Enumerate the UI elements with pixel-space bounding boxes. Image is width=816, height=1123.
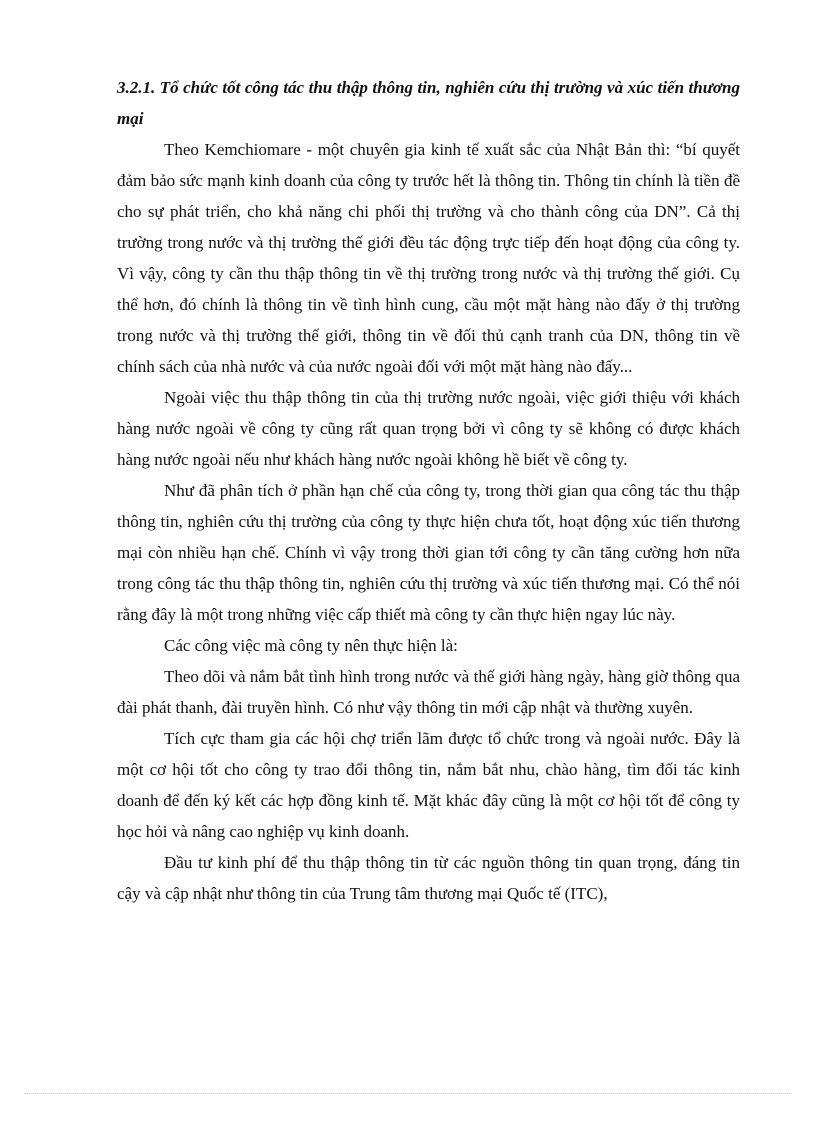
section-heading: 3.2.1. Tổ chức tốt công tác thu thập thông tin, nghiên cứu thị trường và xúc tiến thương mại [117, 78, 740, 128]
paragraph-intro-quote: Theo Kemchiomare - một chuyên gia kinh tế xuất sắc của Nhật Bản thì: “bí quyết đảm bảo sức mạnh kinh doanh của công ty trước hết là thông tin. Thông tin chính là tiền đề cho sự phát triển, cho khả năng chi phối thị trường và cho thành công của DN”. Cả thị trường trong nước và thị trường thế giới đều tác động trực tiếp đến hoạt động của công ty. Vì vậy, công ty cần thu thập thông tin về thị trường trong nước và thị trường thế giới. Cụ thể hơn, đó chính là thông tin về tình hình cung, cầu một mặt hàng nào đấy ở thị trường trong nước và thị trường thế giới, thông tin về đối thủ cạnh tranh của DN, thông tin về chính sách của nhà nước và của nước ngoài đối với một mặt hàng nào đấy... [117, 140, 740, 376]
paragraph-trade-fairs: Tích cực tham gia các hội chợ triển lãm được tổ chức trong và ngoài nước. Đây là một cơ hội tốt cho công ty trao đổi thông tin, nắm bắt nhu, chào hàng, tìm đối tác kinh doanh để đến ký kết các hợp đồng kinh tế. Mặt khác đây cũng là một cơ hội tốt để công ty học hỏi và nâng cao nghiệp vụ kinh doanh. [117, 729, 740, 841]
paragraph-monitor-news: Theo dõi và nắm bắt tình hình trong nước và thế giới hàng ngày, hàng giờ thông qua đài phát thanh, đài truyền hình. Có như vậy thông tin mới cập nhật và thường xuyên. [117, 667, 740, 717]
paragraph-tasks-intro: Các công việc mà công ty nên thực hiện là: [164, 636, 458, 655]
paragraph-invest-information: Đầu tư kinh phí để thu thập thông tin từ các nguồn thông tin quan trọng, đáng tin cậy và cập nhật như thông tin của Trung tâm thương mại Quốc tế (ITC), [117, 853, 740, 903]
paragraph-limitations: Như đã phân tích ở phần hạn chế của công ty, trong thời gian qua công tác thu thập thông tin, nghiên cứu thị trường của công ty thực hiện chưa tốt, hoạt động xúc tiến thương mại còn nhiều hạn chế. Chính vì vậy trong thời gian tới công ty cần tăng cường hơn nữa trong công tác thu thập thông tin, nghiên cứu thị trường và xúc tiến thương mại. Có thể nói rằng đây là một trong những việc cấp thiết mà công ty cần thực hiện ngay lúc này. [117, 481, 740, 624]
document-page [117, 72, 740, 909]
paragraph-foreign-customers: Ngoài việc thu thập thông tin của thị trường nước ngoài, việc giới thiệu với khách hàng nước ngoài về công ty cũng rất quan trọng bởi vì công ty sẽ không có được khách hàng nước ngoài nếu như khách hàng nước ngoài không hề biết về công ty. [117, 388, 740, 469]
footer-divider [24, 1093, 792, 1094]
